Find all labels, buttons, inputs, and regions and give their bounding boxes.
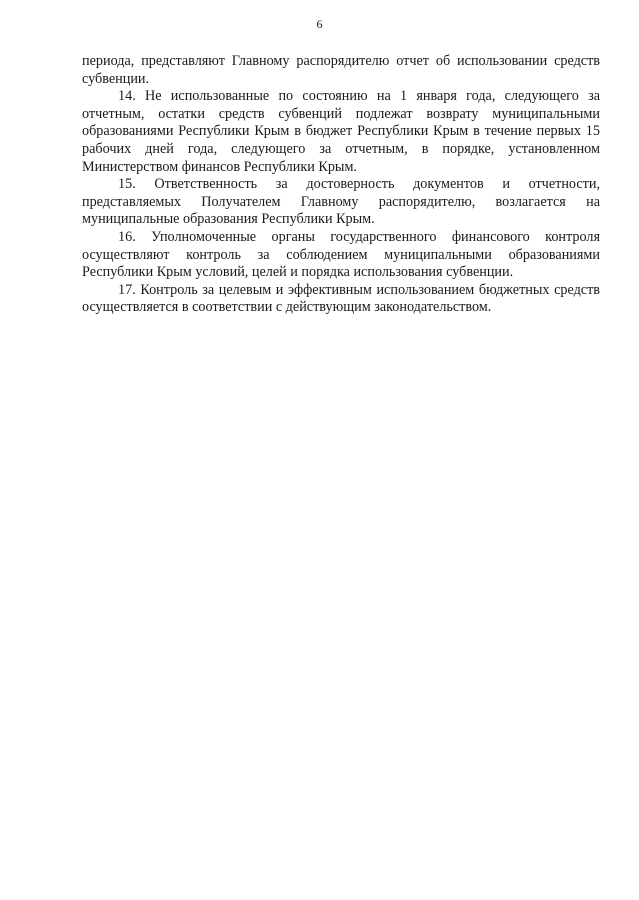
document-body [82, 53, 600, 317]
paragraph-15: 15. Ответственность за достоверность документов и отчетности, представляемых Получателем Главному распорядителю, возлагается на муниципальные образования Республики Крым. [82, 176, 600, 228]
paragraph-14: 14. Не использованные по состоянию на 1 января года, следующего за отчетным, остатки средств субвенций подлежат возврату муниципальными образованиями Республики Крым в бюджет Республики Крым в течение первых 15 рабочих дней года, следующего за отчетным, в порядке, установленном Министерством финансов Республики Крым. [82, 88, 600, 175]
paragraph-17: 17. Контроль за целевым и эффективным использованием бюджетных средств осуществляется в соответствии с действующим законодательством. [82, 281, 600, 316]
paragraph-16: 16. Уполномоченные органы государственного финансового контроля осуществляют контроль за соблюдением муниципальными образованиями Республики Крым условий, целей и порядка использования субвенции. [82, 228, 600, 281]
page-number: 6 [316, 17, 323, 31]
paragraph-continuation: периода, представляют Главному распорядителю отчет об использовании средств субвенции. [82, 53, 600, 87]
